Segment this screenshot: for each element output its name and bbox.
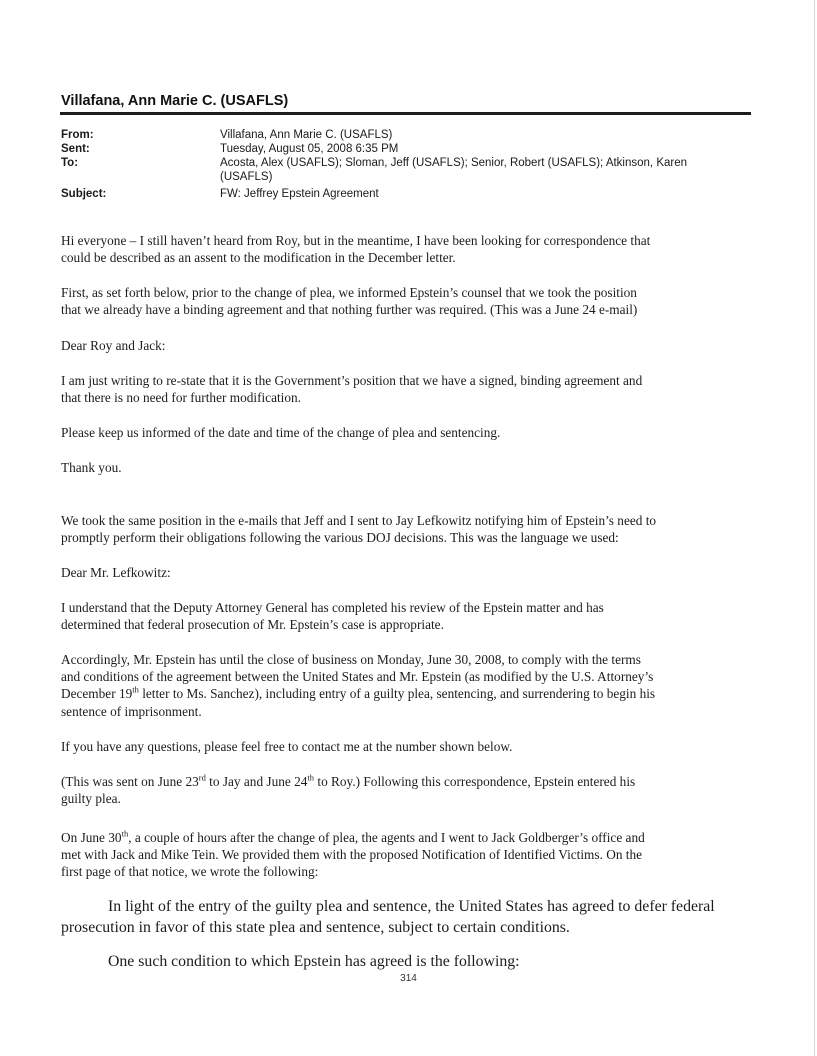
text-line: Accordingly, Mr. Epstein has until the close of business on Monday, June 30, 2008, to comply with the terms (61, 652, 641, 667)
text-line: One such condition to which Epstein has agreed is the following: (108, 953, 520, 970)
superscript: th (121, 828, 129, 839)
text-line: I am just writing to re-state that it is the Government’s position that we have a signed, binding agreement and (61, 373, 643, 388)
text-line: promptly perform their obligations following the various DOJ decisions. This was the language we used: (61, 530, 619, 546)
text-line: and conditions of the agreement between the United States and Mr. Epstein (as modified by the U.S. Attorney’s (61, 669, 654, 685)
text-line: prosecution in favor of this state plea and sentence, subject to certain conditions. (61, 918, 570, 936)
text-line: guilty plea. (61, 791, 121, 807)
sent-label: Sent: (61, 143, 90, 155)
to-value-line: Acosta, Alex (USAFLS); Sloman, Jeff (USAFLS); Senior, Robert (USAFLS); Atkinson, Karen (220, 157, 688, 169)
text-line: met with Jack and Mike Tein. We provided them with the proposed Notification of Identified Victims. On the (61, 847, 643, 863)
paragraph-deadline (61, 651, 755, 720)
salutation-roy-jack: Dear Roy and Jack: (61, 338, 166, 353)
paragraph-intro (61, 232, 755, 266)
paragraph-questions: If you have any questions, please feel free to contact me at the number shown below. (61, 739, 513, 754)
text-line: determined that federal prosecution of Mr. Epstein’s case is appropriate. (61, 617, 444, 633)
paragraph-restate (61, 372, 755, 406)
text-line: that we already have a binding agreement and that nothing further was required. (This was a June 24 e-mail) (61, 302, 638, 318)
paragraph-review (61, 599, 755, 633)
text-line: I understand that the Deputy Attorney General has completed his review of the Epstein matter and has (61, 600, 604, 615)
text-line: sentence of imprisonment. (61, 703, 202, 719)
text-run: to Jay and June 24 (205, 774, 308, 789)
text-line: could be described as an assent to the modification in the December letter. (61, 250, 456, 266)
quoted-condition-paragraph (61, 952, 755, 973)
paragraph-same-position (61, 512, 755, 546)
subject-value: FW: Jeffrey Epstein Agreement (220, 188, 379, 200)
text-line (61, 685, 755, 702)
to-label: To: (61, 157, 79, 169)
text-run: December 19 (61, 686, 133, 702)
text-line: First, as set forth below, prior to the change of plea, we informed Epstein’s counsel that we took the position (61, 285, 637, 300)
superscript: th (307, 772, 315, 783)
text-line: Hi everyone – I still haven’t heard from Roy, but in the meantime, I have been looking for correspondence that (61, 233, 651, 248)
sender-name-heading: Villafana, Ann Marie C. (USAFLS) (61, 93, 289, 109)
to-value (220, 157, 755, 184)
text-line: In light of the entry of the guilty plea and sentence, the United States has agreed to defer federal (108, 898, 715, 915)
paragraph-sent-dates (61, 773, 755, 807)
text-run: (This was sent on June 23 (61, 774, 199, 789)
text-line (61, 773, 755, 790)
paragraph-thank-you: Thank you. (61, 460, 122, 475)
header-rule (60, 112, 751, 115)
text-run: , a couple of hours after the change of plea, the agents and I went to Jack Goldberger’s office and (128, 830, 645, 845)
paragraph-keep-informed: Please keep us informed of the date and time of the change of plea and sentencing. (61, 425, 501, 440)
text-run: letter to Ms. Sanchez), including entry of a guilty plea, sentencing, and surrendering to begin his (138, 686, 656, 702)
subject-label: Subject: (61, 188, 107, 200)
superscript: th (132, 684, 139, 695)
quoted-notice-paragraph (61, 897, 755, 938)
page-number: 314 (400, 973, 417, 984)
superscript: rd (198, 772, 206, 783)
scan-edge-line (814, 0, 815, 1056)
sent-value: Tuesday, August 05, 2008 6:35 PM (220, 143, 399, 155)
to-value-line: (USAFLS) (220, 170, 273, 183)
from-label: From: (61, 129, 94, 141)
text-run: On June 30 (61, 830, 122, 845)
salutation-lefkowitz: Dear Mr. Lefkowitz: (61, 565, 171, 580)
paragraph-position (61, 284, 755, 318)
text-run: to Roy.) Following this correspondence, Epstein entered his (314, 774, 636, 789)
paragraph-meeting (61, 829, 755, 881)
text-line: first page of that notice, we wrote the following: (61, 864, 319, 880)
from-value: Villafana, Ann Marie C. (USAFLS) (220, 129, 393, 141)
text-line: that there is no need for further modification. (61, 390, 301, 406)
text-line (61, 829, 755, 846)
text-line: We took the same position in the e-mails that Jeff and I sent to Jay Lefkowitz notifying him of Epstein’s need to (61, 513, 657, 528)
